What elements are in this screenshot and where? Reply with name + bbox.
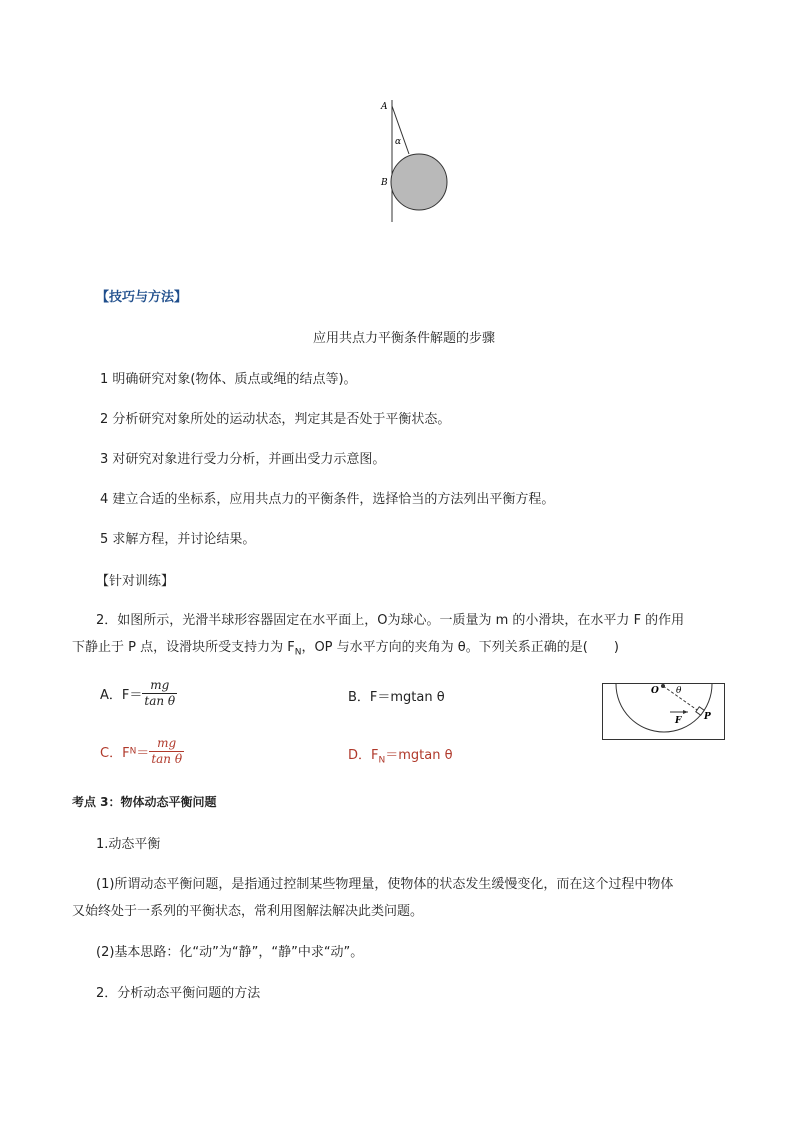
section3-sub1: 1.动态平衡 [96,837,161,852]
label-b: B [381,178,388,188]
option-c-eq: ＝ [136,746,150,761]
section3-sub2: 2．分析动态平衡问题的方法 [96,986,261,1001]
option-a[interactable] [100,678,177,709]
option-a-fraction [142,678,177,709]
question-line-2-text: 下静止于 P 点，设滑块所受支持力为 F [72,640,295,655]
option-c[interactable] [100,736,184,767]
option-a-num: mg [142,678,177,694]
label-alpha: α [395,137,402,147]
section3-para2: (2)基本思路：化“动”为“静”，“静”中求“动”。 [96,945,364,960]
label-f: F [675,716,682,726]
section3-para1-line2: 又始终处于一系列的平衡状态，常利用图解法解决此类问题。 [72,904,424,919]
label-o: O [651,686,659,696]
option-c-num: mg [149,736,184,752]
label-theta: θ [676,686,682,696]
option-d-sub: N [378,755,386,766]
option-a-prefix: A．F＝ [100,688,143,703]
option-c-fraction [149,736,184,767]
question-line-1: 2．如图所示，光滑半球形容器固定在水平面上，O为球心。一质量为 m 的小滑块，在水平力 F 的作用 [96,613,685,628]
ball-circle [391,154,447,210]
label-p: P [704,712,711,722]
section3-para1-line1: (1)所谓动态平衡问题，是指通过控制某些物理量，使物体的状态发生缓慢变化，而在这个过程中物体 [96,877,674,892]
tips-title: 应用共点力平衡条件解题的步骤 [313,331,496,346]
option-b[interactable]: B．F＝mgtan θ [348,690,445,705]
option-d-prefix: D．F [348,748,379,763]
option-c-sub: N [129,746,137,757]
ball-on-wall-figure [376,96,456,222]
step-4: 4 建立合适的坐标系，应用共点力的平衡条件，选择恰当的方法列出平衡方程。 [100,492,555,507]
step-1: 1 明确研究对象(物体、质点或绳的结点等)。 [100,372,357,387]
step-5: 5 求解方程，并讨论结果。 [100,532,256,547]
option-c-den: tan θ [151,752,183,766]
option-d-tail: ＝mgtan θ [385,748,453,763]
hemisphere-container-figure [602,683,725,740]
label-a: A [381,102,388,112]
question-line-2 [72,636,619,658]
question-line-2-tail: ，OP 与水平方向的夹角为 θ。下列关系正确的是( ) [301,640,619,655]
fn-subscript: N [294,647,302,658]
section3-heading: 考点 3：物体动态平衡问题 [72,795,217,809]
training-heading: 【针对训练】 [96,574,175,589]
step-3: 3 对研究对象进行受力分析，并画出受力示意图。 [100,452,386,467]
option-d[interactable] [348,744,453,766]
option-c-prefix: C．F [100,746,130,761]
tips-heading: 【技巧与方法】 [96,290,188,305]
option-a-den: tan θ [144,694,176,708]
step-2: 2 分析研究对象所处的运动状态，判定其是否处于平衡状态。 [100,412,451,427]
